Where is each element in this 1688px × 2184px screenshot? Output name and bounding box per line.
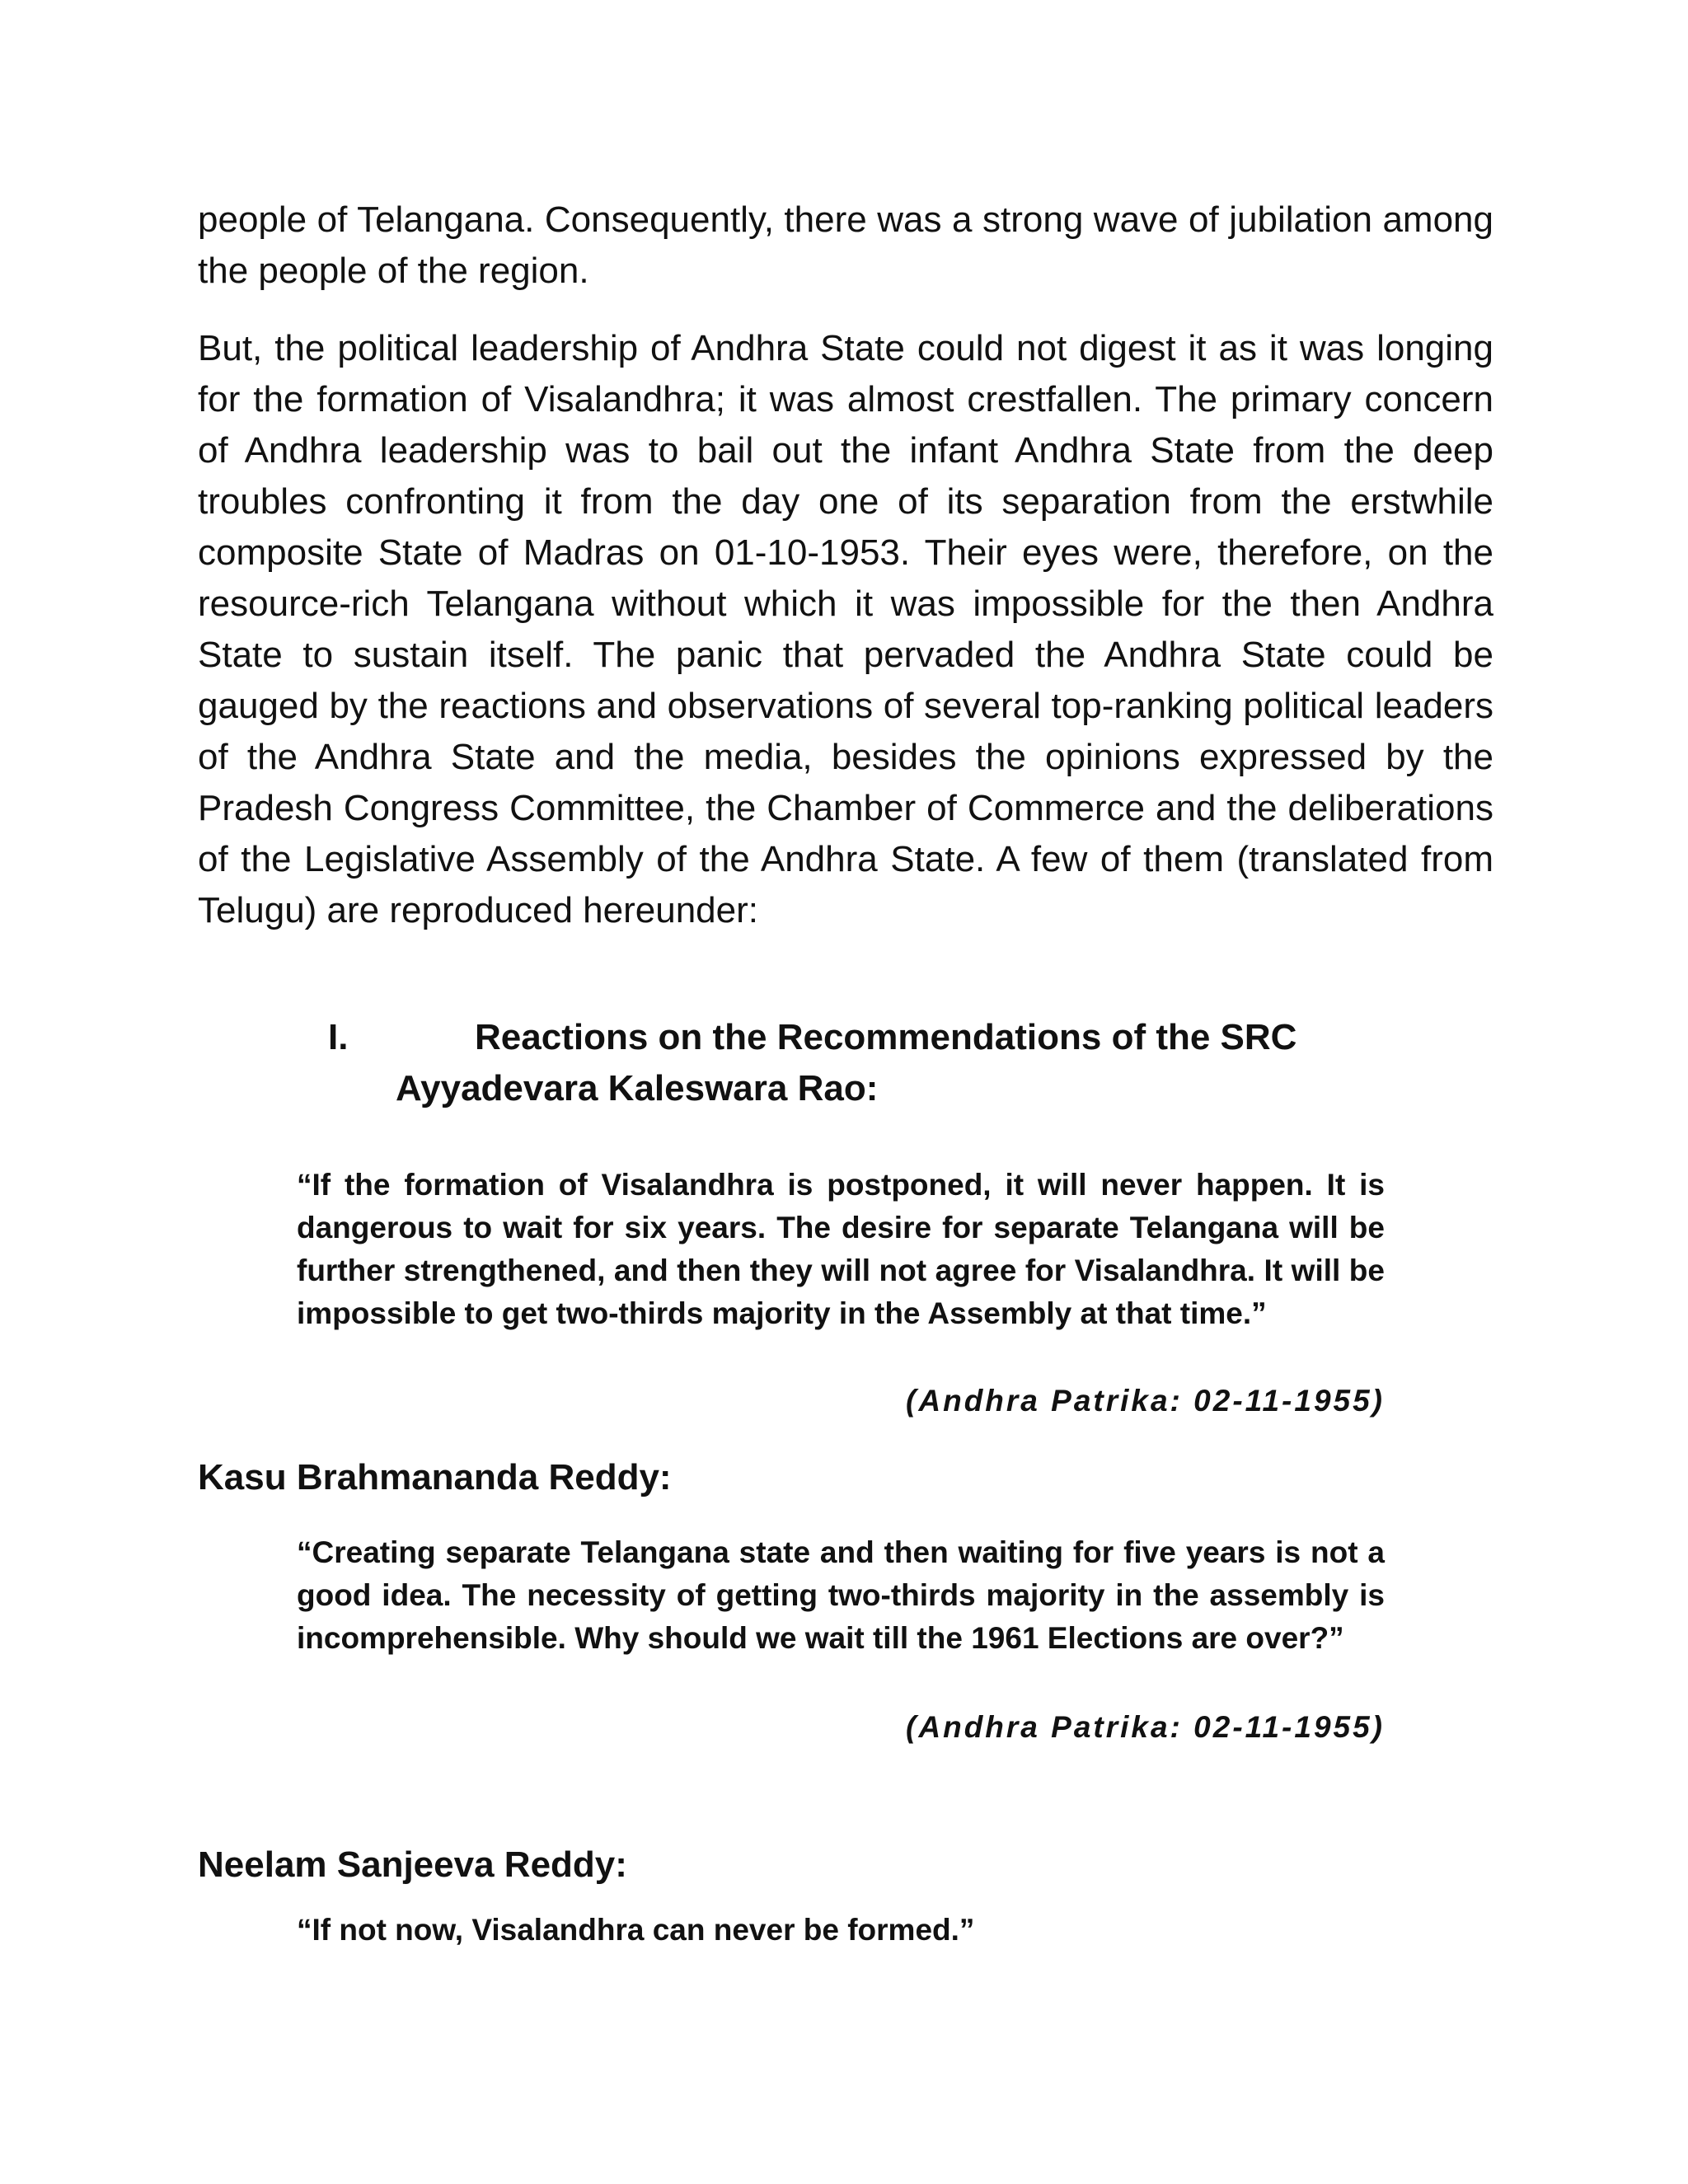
quote-text: “If not now, Visalandhra can never be formed.” — [297, 1913, 975, 1947]
quote-source: (Andhra Patrika: 02-11-1955) — [906, 1384, 1385, 1418]
speaker-name: Neelam Sanjeeva Reddy: — [198, 1844, 627, 1885]
speaker-name: Ayyadevara Kaleswara Rao: — [396, 1068, 879, 1108]
body-paragraph: people of Telangana. Consequently, there was a strong wave of jubilation among the people of the region. — [198, 199, 1493, 291]
section-number: I. — [328, 1017, 349, 1057]
section-title: Reactions on the Recommendations of the SRC — [475, 1017, 1297, 1057]
quote-text: “Creating separate Telangana state and then waiting for five years is not a good idea. The necessity of getting two-thirds majority in the assembly is incomprehensible. Why should we wait till the 1961 Elections are over?” — [297, 1535, 1385, 1655]
quote-source: (Andhra Patrika: 02-11-1955) — [906, 1710, 1385, 1744]
quote-text: “If the formation of Visalandhra is postponed, it will never happen. It is dangerous to wait for six years. The desire for separate Telangana will be further strengthened, and then they will not agree for Visalandhra. It will be impossible to get two-thirds majority in the Assembly at that time.” — [297, 1168, 1385, 1330]
section-heading — [328, 1012, 1564, 1063]
body-paragraph: But, the political leadership of Andhra State could not digest it as it was longing for the formation of Visalandhra; it was almost crestfallen. The primary concern of Andhra leadership was to bail out the infant Andhra State from the deep troubles confronting it from the day one of its separation from the erstwhile composite State of Madras on 01-10-1953. Their eyes were, therefore, on the resource-rich Telangana without which it was impossible for the then Andhra State to sustain itself. The panic that pervaded the Andhra State could be gauged by the reactions and observations of several top-ranking political leaders of the Andhra State and the media, besides the opinions expressed by the Pradesh Congress Committee, the Chamber of Commerce and the deliberations of the Legislative Assembly of the Andhra State. A few of them (translated from Telugu) are reproduced hereunder: — [198, 328, 1493, 930]
speaker-name: Kasu Brahmananda Reddy: — [198, 1457, 672, 1497]
